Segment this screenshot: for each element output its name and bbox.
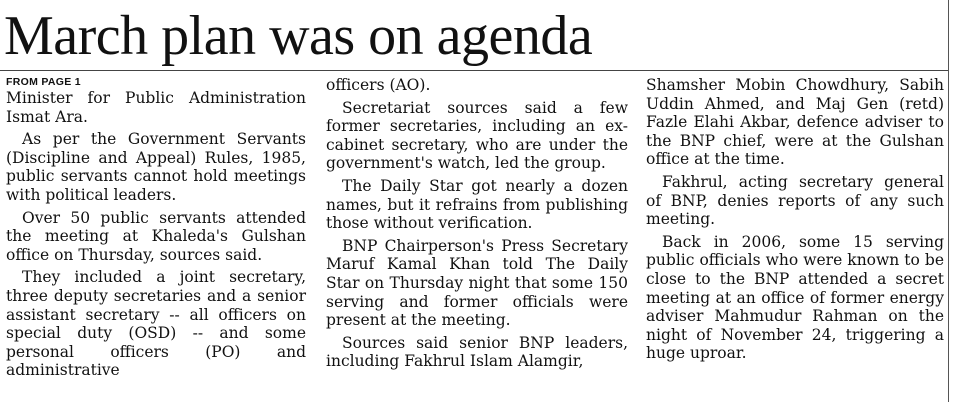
column-3	[646, 76, 944, 367]
paragraph: As per the Government Servants (Discipline and Appeal) Rules, 1985, public servants cannot hold meetings with political leaders.	[6, 130, 306, 204]
paragraph: Shamsher Mobin Chowdhury, Sabih Uddin Ahmed, and Maj Gen (retd) Fazle Elahi Akbar, defence adviser to the BNP chief, were at the Gulshan office at the time.	[646, 76, 944, 169]
paragraph: Back in 2006, some 15 serving public officials who were known to be close to the BNP attended a secret meeting at an office of former energy adviser Mahmudur Rahman on the night of November 24, triggering a huge uproar.	[646, 232, 944, 363]
paragraph: Secretariat sources said a few former secretaries, including an ex-cabinet secretary, who are under the government's watch, led the group.	[326, 98, 628, 173]
paragraph: Minister for Public Administration Ismat Ara.	[6, 89, 306, 126]
paragraph: BNP Chairperson's Press Secretary Maruf Kamal Khan told The Daily Star on Thursday night that some 150 serving and former officials were present at the meeting.	[326, 236, 628, 330]
paragraph: Over 50 public servants attended the meeting at Khaleda's Gulshan office on Thursday, sources said.	[6, 208, 306, 264]
paragraph: officers (AO).	[326, 76, 431, 94]
paragraph: Fakhrul, acting secretary general of BNP, denies reports of any such meeting.	[646, 172, 944, 229]
column-2	[326, 76, 628, 375]
headline: March plan was on agenda	[4, 5, 593, 67]
kicker: FROM PAGE 1	[6, 76, 81, 88]
paragraph: The Daily Star got nearly a dozen names, but it refrains from publishing those without verification.	[326, 176, 628, 233]
column-1	[6, 76, 306, 384]
clipping-edge	[948, 0, 949, 402]
paragraph: Sources said senior BNP leaders, including Fakhrul Islam Alamgir,	[326, 333, 628, 371]
headline-rule	[0, 70, 948, 71]
paragraph: They included a joint secretary, three deputy secretaries and a senior assistant secretary -- all officers on special duty (OSD) -- and some personal officers (PO) and administrative	[6, 268, 306, 380]
